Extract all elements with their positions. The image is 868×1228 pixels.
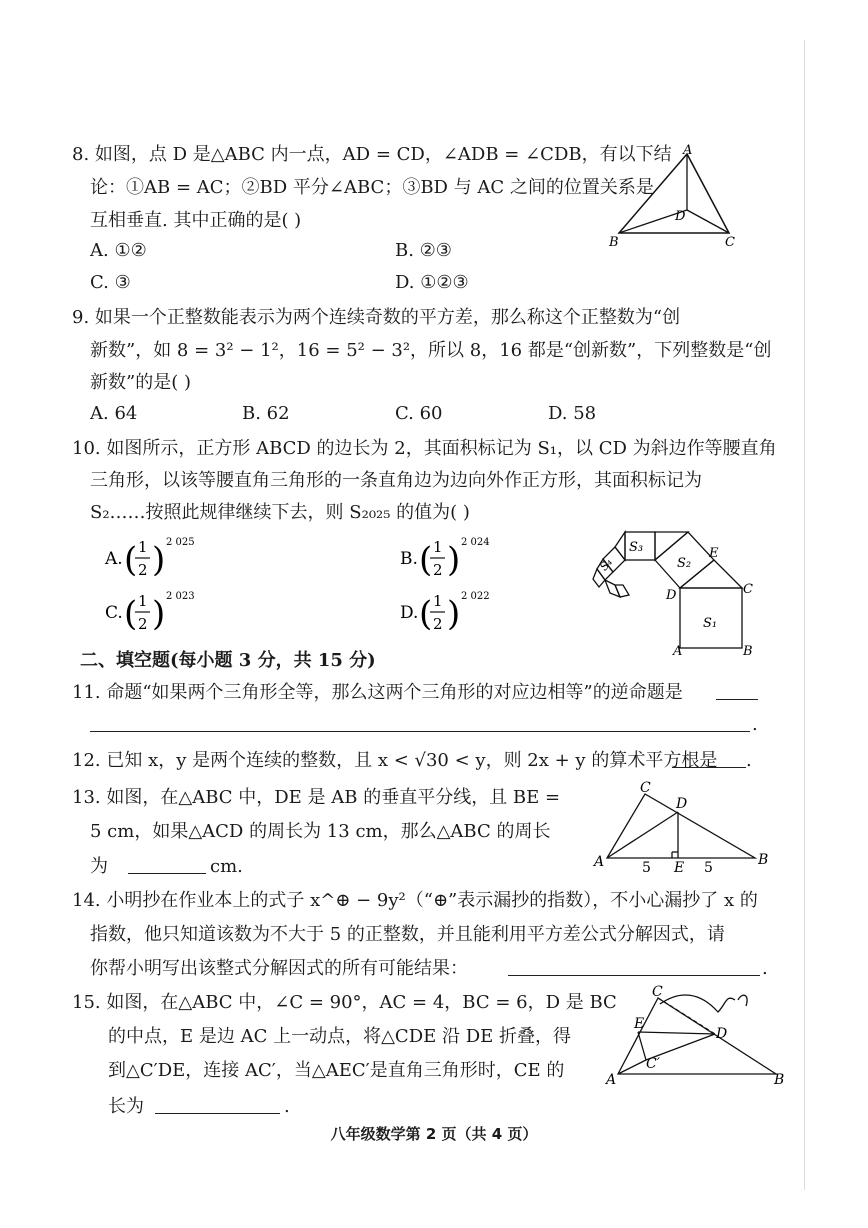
q9-line-1: 9. 如果一个正整数能表示为两个连续奇数的平方差，那么称这个正整数为“创 (72, 307, 681, 328)
q13-fig-e: E (674, 860, 685, 873)
q10-fig-s3: S₃ (629, 540, 644, 555)
q15-line-4: 长为 (108, 1096, 144, 1117)
q13-line-3a: 为 (90, 856, 108, 877)
q8-fig-label-a: A (683, 143, 693, 158)
q13-answer-blank[interactable] (128, 855, 206, 874)
q10-option-b[interactable] (385, 533, 585, 587)
q8-line-3: 互相垂直. 其中正确的是( ) (90, 210, 302, 231)
svg-text:2: 2 (433, 615, 443, 633)
q10-fig-s1: S₁ (703, 616, 718, 631)
q13-fig-d: D (676, 796, 688, 812)
q11-answer-blank-2[interactable] (90, 713, 750, 732)
q8-line-2: 论：①AB = AC；②BD 平分∠ABC；③BD 与 AC 之间的位置关系是 (90, 177, 654, 198)
q10-a-den: 2 (138, 561, 148, 579)
q14-line-2: 指数，他只知道该数为不大于 5 的正整数，并且能利用平方差公式分解因式，请 (90, 924, 725, 945)
q13-fig-length-2: 5 (704, 860, 713, 873)
q8-option-b[interactable]: B. ②③ (395, 240, 452, 261)
q9-line-3: 新数”的是( ) (90, 372, 191, 393)
q10-fig-b: B (743, 644, 753, 659)
q15-line-1: 15. 如图，在△ABC 中，∠C = 90°，AC = 4，BC = 6，D 是 BC (72, 992, 617, 1013)
q15-fold-figure (600, 982, 790, 1092)
q10-a-num: 1 (138, 538, 148, 556)
q10-fig-a: A (673, 644, 683, 659)
q10-fig-e: E (709, 546, 719, 561)
svg-text:1: 1 (433, 592, 443, 610)
q13-fig-a: A (594, 854, 605, 870)
svg-text:2: 2 (433, 561, 443, 579)
svg-text:): ) (447, 540, 461, 580)
svg-text:D.: D. (400, 603, 419, 623)
q10-option-c[interactable] (90, 587, 290, 641)
q9-option-d[interactable]: D. 58 (548, 403, 597, 424)
q15-line-3: 到△C′DE，连接 AC′，当△AEC′是直角三角形时，CE 的 (108, 1060, 565, 1081)
svg-text:(: ( (124, 594, 138, 634)
q12-answer-blank[interactable] (672, 749, 746, 768)
q14-line-3: 你帮小明写出该整式分解因式的所有可能结果： (90, 958, 468, 979)
q15-line-2: 的中点，E 是边 AC 上一动点，将△CDE 沿 DE 折叠，得 (108, 1026, 571, 1047)
q9-line-2: 新数”，如 8 = 3² − 1²，16 = 5² − 3²，所以 8，16 都是“创新数”，下列整数是“创 (90, 340, 772, 361)
q10-spiral-squares-figure (585, 525, 765, 660)
q8-line-1: 8. 如图，点 D 是△ABC 内一点，AD = CD，∠ADB = ∠CDB，有以下结 (72, 144, 672, 165)
q11-answer-blank-1[interactable] (716, 681, 758, 700)
svg-text:): ) (447, 594, 461, 634)
q15-fig-b: B (774, 1072, 785, 1088)
q13-fig-c: C (640, 780, 651, 796)
q10-a-label: A. (105, 549, 123, 569)
q8-fig-label-b: B (609, 235, 619, 250)
q10-fig-c: C (743, 582, 753, 597)
q14-answer-blank[interactable] (508, 957, 760, 976)
q8-fig-label-c: C (725, 235, 735, 250)
svg-text:2 023: 2 023 (166, 591, 195, 602)
q11-line-1: 11. 命题“如果两个三角形全等，那么这两个三角形的对应边相等”的逆命题是 (72, 682, 683, 703)
svg-text:1: 1 (138, 592, 148, 610)
q10-fig-d: D (666, 588, 677, 603)
q10-line-2: 三角形，以该等腰直角三角形的一条直角边为边向外作正方形，其面积标记为 (90, 470, 702, 491)
q10-line-1: 10. 如图所示，正方形 ABCD 的边长为 2，其面积标记为 S₁，以 CD 为斜边作等腰直角 (72, 438, 777, 459)
q12-line-1: 12. 已知 x，y 是两个连续的整数，且 x < √30 < y，则 2x + y 的算术平方根是 (72, 750, 718, 771)
svg-text:2 022: 2 022 (461, 591, 490, 602)
svg-text:C.: C. (105, 603, 123, 623)
q10-option-a[interactable] (90, 533, 290, 587)
q15-fig-c: C (652, 984, 663, 1000)
q9-option-a[interactable]: A. 64 (90, 403, 138, 424)
q8-option-a[interactable]: A. ①② (90, 240, 147, 261)
q8-triangle-figure (605, 140, 755, 255)
q14-line-1: 14. 小明抄在作业本上的式子 x^⊕ − 9y²（“⊕”表示漏抄的指数），不小心漏抄了 x 的 (72, 890, 758, 911)
q9-option-c[interactable]: C. 60 (395, 403, 443, 424)
q13-triangle-figure (590, 778, 775, 873)
svg-text:B.: B. (400, 549, 418, 569)
q13-fig-length-1: 5 (642, 860, 651, 873)
q9-option-b[interactable]: B. 62 (242, 403, 290, 424)
svg-text:): ) (152, 540, 166, 580)
svg-text:(: ( (124, 540, 138, 580)
q10-fig-s4: S₄ (597, 555, 615, 574)
page-footer: 八年级数学第 2 页（共 4 页） (330, 1125, 538, 1143)
q8-option-d[interactable]: D. ①②③ (395, 272, 469, 293)
svg-text:2 024: 2 024 (461, 537, 490, 548)
svg-text:(: ( (419, 540, 433, 580)
svg-text:): ) (152, 594, 166, 634)
q15-fig-c-prime: C′ (646, 1056, 660, 1072)
svg-text:2: 2 (138, 615, 148, 633)
section-2-heading: 二、填空题(每小题 3 分，共 15 分) (80, 650, 376, 671)
q10-line-3: S₂……按照此规律继续下去，则 S₂₀₂₅ 的值为( ) (90, 502, 470, 523)
svg-text:1: 1 (433, 538, 443, 556)
q13-line-3b: cm. (210, 856, 243, 877)
q15-fig-d: D (716, 1026, 728, 1042)
q10-fig-s2: S₂ (677, 556, 692, 571)
page-edge-line (804, 40, 805, 1190)
q15-answer-blank[interactable] (155, 1095, 280, 1114)
q13-line-2: 5 cm，如果△ACD 的周长为 13 cm，那么△ABC 的周长 (90, 821, 551, 842)
q10-a-exp: 2 025 (166, 537, 195, 548)
q13-line-1: 13. 如图，在△ABC 中，DE 是 AB 的垂直平分线，且 BE = (72, 787, 561, 808)
q8-fig-label-d: D (675, 209, 686, 224)
q8-option-c[interactable]: C. ③ (90, 272, 131, 293)
q13-fig-b: B (758, 852, 769, 868)
svg-text:(: ( (419, 594, 433, 634)
q15-fig-a: A (606, 1072, 617, 1088)
q10-option-d[interactable] (385, 587, 585, 641)
q15-fig-e: E (634, 1016, 645, 1032)
